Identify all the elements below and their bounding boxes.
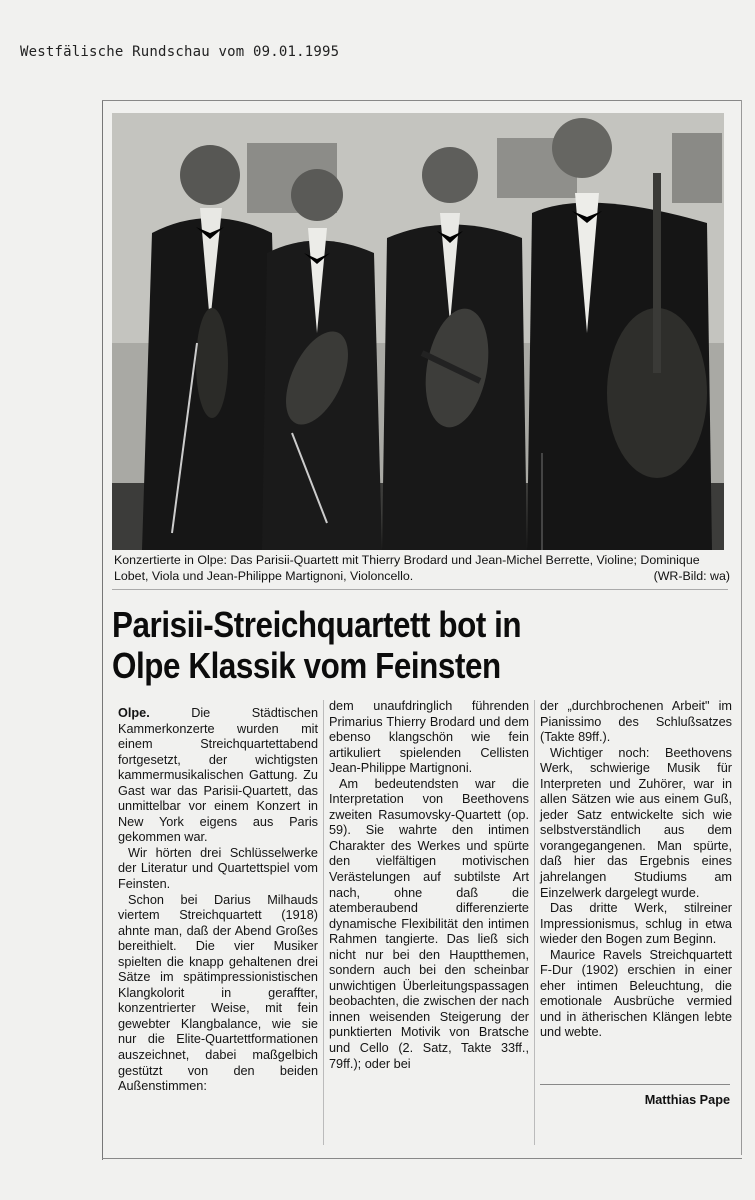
paragraph: dem unaufdringlich führenden Primarius Thierry Brodard und dem ebenso klangschön wie fein artikuliert spielenden Cellisten Jean-Philippe Martignoni. bbox=[329, 699, 529, 776]
author-divider bbox=[540, 1084, 730, 1085]
caption-text: Konzertierte in Olpe: Das Parisii-Quartett mit Thierry Brodard und Jean-Michel Berrette, Violine; Dominique Lobet, Viola und Jean-Philippe Martignoni, Violoncello. bbox=[114, 553, 700, 583]
headline-line-2: Olpe Klassik vom Feinsten bbox=[112, 645, 501, 686]
source-line: Westfälische Rundschau vom 09.01.1995 bbox=[20, 44, 340, 60]
caption-divider bbox=[112, 589, 728, 590]
author-name: Matthias Pape bbox=[644, 1093, 730, 1107]
quartet-photo bbox=[112, 113, 724, 550]
article-column-1 bbox=[118, 706, 318, 1095]
paragraph bbox=[118, 706, 318, 846]
clipping-edge-right bbox=[741, 100, 742, 1155]
photo-credit: (WR-Bild: wa) bbox=[653, 569, 730, 583]
paragraph: Wir hörten drei Schlüsselwerke der Literatur und Quartettspiel vom Feinsten. bbox=[118, 845, 318, 892]
dateline: Olpe. bbox=[118, 706, 150, 720]
photo-caption bbox=[114, 552, 730, 584]
paragraph: der „durchbrochenen Arbeit" im Pianissimo des Schlußsatzes (Takte 89ff.). bbox=[540, 699, 732, 745]
article-column-3 bbox=[540, 699, 732, 1041]
paragraph: Schon bei Darius Milhauds viertem Streichquartett (1918) ahnte man, daß der Abend Großes bereithielt. Die vier Musiker spielten die knapp gehaltenen drei Sätze im spätimpressionistischen Klangkolorit in geraffter, konzentrierter Weise, mit fein gewebter Klangbalance, wie sie nur die Elite-Quartettformationen auszeichnet, dabei maßgelbich gestützt von den beiden Außenstimmen: bbox=[118, 892, 318, 1094]
paragraph-text: Die Städtischen Kammerkonzerte wurden mit einem Streichquartettabend fortgesetzt, der wichtigsten kammermusikalischen Gattung. Zu Gast war das Parisii-Quartett, das unmittelbar vor einem Konzert in New York eigens aus Paris gekommen war. bbox=[118, 706, 318, 845]
headline bbox=[112, 604, 645, 686]
paragraph: Das dritte Werk, stilreiner Impressionismus, schlug in etwa wieder den Bogen zum Beginn. bbox=[540, 901, 732, 947]
paragraph: Am bedeutendsten war die Interpretation von Beethovens zweiten Rasumovsky-Quartett (op. 59). Sie wahrte den intimen Charakter des Werkes und spürte den vielfältigen motivischen Verästelungen auf subtilste Art nach, ohne daß die atemberaubend differenzierte dynamische Flexibilität den intimen Rahmen tangierte. Das ließ sich nicht nur bei den Hauptthemen, sondern auch bei den scheinbar unwichtigen Überleitungspassagen beobachten, die zwischen der nach innen weisenden Steigerung der punktierten Motivik von Bratsche und Cello (2. Satz, Takte 33ff., 79ff.); oder bei bbox=[329, 776, 529, 1071]
article-column-2 bbox=[329, 699, 529, 1072]
column-divider-1 bbox=[323, 700, 324, 1145]
column-divider-2 bbox=[534, 700, 535, 1145]
paragraph: Wichtiger noch: Beethovens Werk, schwierige Musik für Interpreten und Zuhörer, war in allen Sätzen wie aus einem Guß, jeder Satz entwickelte sich wie selbstverständlich aus dem vorangegangenen. Man spürte, daß hier das Ergebnis eines jahrelangen Studiums am Einzelwerk dargelegt wurde. bbox=[540, 745, 732, 900]
paragraph: Maurice Ravels Streichquartett F-Dur (1902) erschien in einer eher intimen Beleuchtung, die emotionale Ausbrüche vermied und in ätherischen Klängen lebte und webte. bbox=[540, 947, 732, 1040]
headline-line-1: Parisii-Streichquartett bot in bbox=[112, 604, 522, 645]
